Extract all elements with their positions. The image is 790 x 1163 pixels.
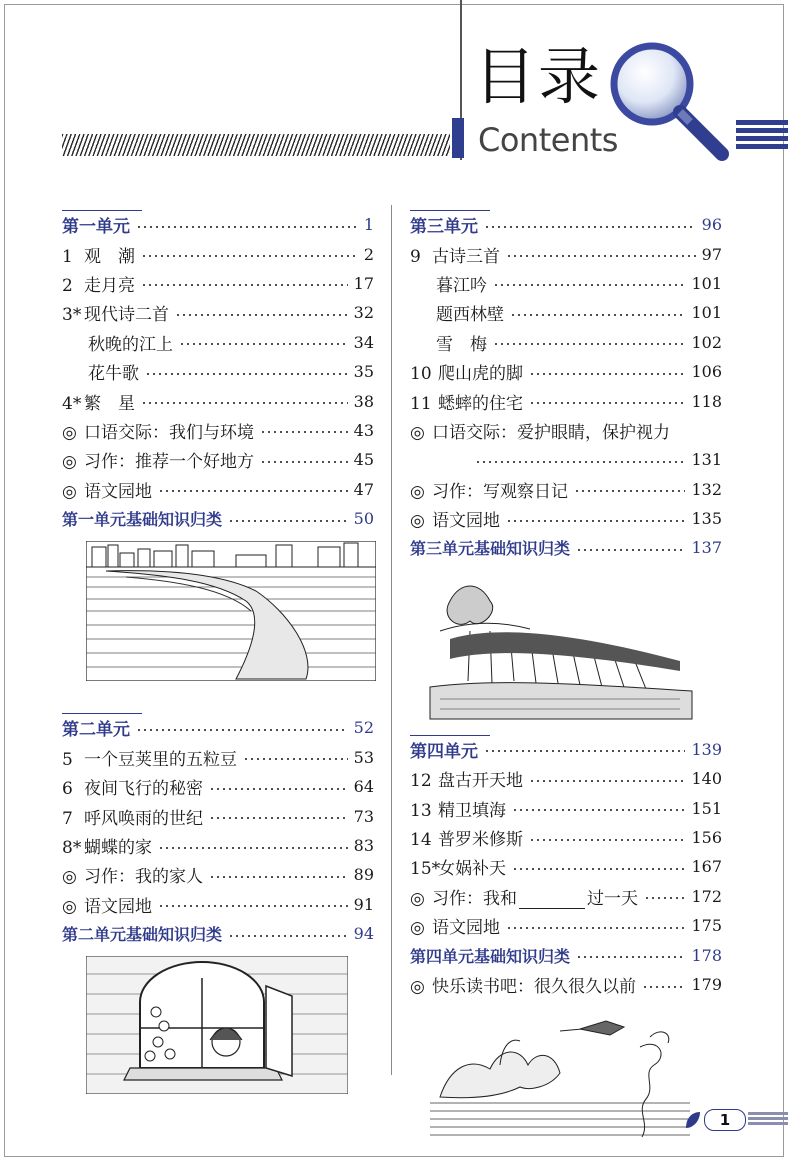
unit-label: 第一单元 xyxy=(62,212,130,237)
page-number: 83 xyxy=(353,836,374,856)
dot-leader xyxy=(493,343,685,345)
entry-title: 雪 梅 xyxy=(436,334,487,355)
entry-number: 14 xyxy=(410,830,432,851)
dot-leader xyxy=(529,780,685,782)
dot-leader xyxy=(574,490,685,492)
page-number: 2 xyxy=(363,244,374,264)
entry-title: 繁 星 xyxy=(84,393,135,414)
summary-label: 第二单元基础知识归类 xyxy=(62,925,223,945)
entry-title: 古诗三首 xyxy=(432,246,500,267)
page-number: 73 xyxy=(353,806,374,826)
dot-leader xyxy=(158,490,348,492)
toc-entry[interactable] xyxy=(62,445,374,474)
dot-leader xyxy=(141,402,348,404)
page-number: 35 xyxy=(353,362,374,382)
entry-title: 口语交际：爱护眼睛，保护视力 xyxy=(432,422,670,443)
entry-title-suffix: 过一天 xyxy=(587,888,638,909)
unit-label: 第四单元 xyxy=(410,737,478,762)
column-divider xyxy=(391,205,392,1075)
page-number: 53 xyxy=(353,747,374,767)
dot-leader xyxy=(158,847,348,849)
entry-title: 题西林壁 xyxy=(436,305,504,326)
toc-entry[interactable] xyxy=(62,743,374,772)
entry-title: 秋晚的江上 xyxy=(88,334,173,355)
toc-unit-3[interactable] xyxy=(410,210,722,239)
tide-illustration xyxy=(86,541,376,681)
dot-leader xyxy=(644,897,685,899)
entry-title: 语文园地 xyxy=(84,896,152,917)
page-number: 97 xyxy=(701,244,722,264)
page-number: 45 xyxy=(353,450,374,470)
entry-title: 走月亮 xyxy=(84,275,135,296)
bullet-icon: ◎ xyxy=(410,888,425,909)
summary-label: 第一单元基础知识归类 xyxy=(62,510,223,530)
dot-leader xyxy=(529,373,685,375)
bullet-icon: ◎ xyxy=(410,918,425,939)
dot-leader xyxy=(243,758,348,760)
toc-entry[interactable] xyxy=(62,239,374,268)
bullet-icon: ◎ xyxy=(410,422,425,443)
page-number: 96 xyxy=(701,215,722,235)
entry-title: 语文园地 xyxy=(432,918,500,939)
dot-leader xyxy=(529,839,685,841)
toc-entry[interactable] xyxy=(62,298,374,327)
dot-leader xyxy=(506,255,696,257)
toc-unit-1[interactable] xyxy=(62,210,374,239)
toc-entry[interactable] xyxy=(62,772,374,801)
toc-entry[interactable] xyxy=(410,416,722,445)
page-number: 118 xyxy=(691,391,722,411)
entry-title: 爬山虎的脚 xyxy=(438,364,523,385)
page-title: 目录 xyxy=(474,40,603,113)
dot-leader xyxy=(158,905,348,907)
page-number: 1 xyxy=(363,215,374,235)
dot-leader xyxy=(175,314,348,316)
toc-entry[interactable] xyxy=(410,504,722,533)
dot-leader xyxy=(510,314,685,316)
dot-leader xyxy=(145,373,348,375)
entry-title: 精卫填海 xyxy=(438,800,506,821)
entry-number: 4* xyxy=(62,393,82,414)
toc-entry[interactable] xyxy=(410,823,722,852)
dot-leader xyxy=(228,935,348,937)
entry-title: 习作：我和 xyxy=(432,888,517,909)
toc-entry[interactable] xyxy=(410,852,722,881)
entry-number: 6 xyxy=(62,779,73,800)
dot-leader xyxy=(484,226,696,228)
entry-number: 10 xyxy=(410,364,432,385)
toc-unit-2-summary[interactable] xyxy=(62,919,374,948)
entry-number: 8* xyxy=(62,838,82,859)
entry-title: 习作：我的家人 xyxy=(84,867,203,888)
page-number: 132 xyxy=(691,479,722,499)
entry-title: 夜间飞行的秘密 xyxy=(84,779,203,800)
toc-entry[interactable] xyxy=(410,357,722,386)
page-number: 167 xyxy=(691,857,722,877)
reeds-illustration xyxy=(410,571,700,721)
toc-unit-3-summary[interactable] xyxy=(410,533,722,562)
page-number: 43 xyxy=(353,420,374,440)
page-number: 34 xyxy=(353,332,374,352)
bullet-icon: ◎ xyxy=(62,452,77,473)
dot-leader xyxy=(141,284,348,286)
page-number: 89 xyxy=(353,865,374,885)
entry-title: 快乐读书吧：很久很久以前 xyxy=(432,977,636,997)
page-number: 17 xyxy=(353,273,374,293)
dot-leader xyxy=(209,817,348,819)
entry-title: 呼风唤雨的世纪 xyxy=(84,808,203,829)
dot-leader xyxy=(209,788,348,790)
dot-leader xyxy=(136,226,358,228)
header-stripes xyxy=(62,134,450,156)
toc-entry[interactable] xyxy=(410,970,722,999)
entry-title: 盘古开天地 xyxy=(438,771,523,792)
entry-number: 3* xyxy=(62,305,82,326)
entry-number: 2 xyxy=(62,275,73,296)
toc-right-column xyxy=(410,210,722,1161)
entry-title: 语文园地 xyxy=(84,481,152,502)
entry-number: 5 xyxy=(62,749,73,770)
toc-entry[interactable] xyxy=(62,475,374,504)
entry-number: 12 xyxy=(410,771,432,792)
dot-leader xyxy=(493,284,685,286)
bullet-icon: ◎ xyxy=(62,867,77,888)
entry-title: 现代诗二首 xyxy=(84,305,169,326)
entry-title: 习作：写观察日记 xyxy=(432,481,568,502)
toc-entry-continued[interactable] xyxy=(410,445,722,474)
bullet-icon: ◎ xyxy=(62,422,77,443)
fill-in-blank xyxy=(519,894,585,909)
window-illustration xyxy=(86,956,348,1094)
toc-subentry[interactable] xyxy=(410,328,722,357)
page-number: 106 xyxy=(691,362,722,382)
page-number: 172 xyxy=(691,886,722,906)
dot-leader xyxy=(506,520,685,522)
page-number: 102 xyxy=(691,332,722,352)
dot-leader xyxy=(179,343,348,345)
page-number: 32 xyxy=(353,303,374,323)
toc-subentry[interactable] xyxy=(62,328,374,357)
dot-leader xyxy=(209,876,348,878)
toc-unit-4[interactable] xyxy=(410,735,722,764)
dot-leader xyxy=(484,750,685,752)
dot-leader xyxy=(642,986,685,988)
entry-number: 11 xyxy=(410,393,432,414)
toc-left-column xyxy=(62,210,374,1108)
dot-leader xyxy=(260,461,348,463)
page-number: 94 xyxy=(353,924,374,944)
toc-entry[interactable] xyxy=(62,386,374,415)
dot-leader xyxy=(529,402,685,404)
header-bars xyxy=(736,120,788,156)
entry-number: 7 xyxy=(62,808,73,829)
dot-leader xyxy=(512,868,685,870)
dot-leader xyxy=(260,431,348,433)
page-subtitle: Contents xyxy=(478,121,618,159)
toc-subentry[interactable] xyxy=(62,357,374,386)
toc-entry[interactable] xyxy=(410,882,722,911)
page-number: 101 xyxy=(691,273,722,293)
toc-entry[interactable] xyxy=(410,793,722,822)
page-number: 139 xyxy=(691,739,722,759)
unit-label: 第二单元 xyxy=(62,715,130,740)
unit-label: 第三单元 xyxy=(410,212,478,237)
bullet-icon: ◎ xyxy=(62,481,77,502)
entry-title: 观 潮 xyxy=(84,246,135,267)
entry-title: 花牛歌 xyxy=(88,364,139,385)
page-number: 52 xyxy=(353,718,374,738)
toc-entry[interactable] xyxy=(62,801,374,830)
entry-title: 习作：推荐一个好地方 xyxy=(84,452,254,473)
dot-leader xyxy=(506,927,685,929)
summary-label: 第四单元基础知识归类 xyxy=(410,946,571,966)
page-number: 178 xyxy=(691,945,722,965)
footer-bars xyxy=(748,1112,788,1127)
page-number: 47 xyxy=(353,479,374,499)
bullet-icon: ◎ xyxy=(62,896,77,917)
dot-leader xyxy=(475,461,685,463)
dot-leader xyxy=(512,809,685,811)
toc-entry[interactable] xyxy=(410,386,722,415)
toc-entry[interactable] xyxy=(410,911,722,940)
toc-entry[interactable] xyxy=(410,475,722,504)
bullet-icon: ◎ xyxy=(410,511,425,532)
entry-number: 1 xyxy=(62,246,73,267)
page-number: 175 xyxy=(691,916,722,936)
toc-entry[interactable] xyxy=(410,239,722,268)
toc-entry[interactable] xyxy=(62,831,374,860)
bullet-icon: ◎ xyxy=(410,977,425,997)
entry-number: 9 xyxy=(410,246,421,267)
dot-leader xyxy=(228,520,348,522)
entry-title: 蟋蟀的住宅 xyxy=(438,393,523,414)
page-number: 38 xyxy=(353,391,374,411)
toc-unit-2[interactable] xyxy=(62,713,374,742)
summary-label: 第三单元基础知识归类 xyxy=(410,539,571,559)
toc-entry[interactable] xyxy=(62,416,374,445)
dot-leader xyxy=(141,255,358,257)
entry-title: 口语交际：我们与环境 xyxy=(84,422,254,443)
entry-title: 一个豆荚里的五粒豆 xyxy=(84,749,237,770)
entry-number: 15* xyxy=(410,859,441,880)
magnifier-icon xyxy=(604,36,734,166)
page-footer xyxy=(682,1108,790,1132)
page-number: 140 xyxy=(691,769,722,789)
page-number: 179 xyxy=(691,975,722,994)
header-accent-block xyxy=(452,118,464,158)
bullet-icon: ◎ xyxy=(410,481,425,502)
page-number: 135 xyxy=(691,509,722,529)
entry-title: 普罗米修斯 xyxy=(438,830,523,851)
page-number: 131 xyxy=(691,450,722,470)
page-number: 64 xyxy=(353,777,374,797)
entry-title: 暮江吟 xyxy=(436,275,487,296)
toc-unit-4-summary[interactable] xyxy=(410,940,722,969)
page-number: 137 xyxy=(691,538,722,558)
dot-leader xyxy=(136,729,348,731)
toc-subentry[interactable] xyxy=(410,298,722,327)
entry-title: 语文园地 xyxy=(432,511,500,532)
dot-leader xyxy=(576,956,685,958)
toc-unit-1-summary[interactable] xyxy=(62,504,374,533)
entry-title: 女娲补天 xyxy=(438,859,506,880)
page-number-badge: 1 xyxy=(704,1109,746,1131)
toc-entry[interactable] xyxy=(62,890,374,919)
leaf-icon xyxy=(684,1110,702,1130)
entry-number: 13 xyxy=(410,800,432,821)
entry-title: 蝴蝶的家 xyxy=(84,838,152,859)
toc-entry[interactable] xyxy=(410,764,722,793)
page-number: 101 xyxy=(691,303,722,323)
page-number: 156 xyxy=(691,828,722,848)
toc-entry[interactable] xyxy=(62,860,374,889)
waves-illustration xyxy=(410,1007,700,1147)
page-number: 151 xyxy=(691,798,722,818)
dot-leader xyxy=(576,549,685,551)
page-number: 50 xyxy=(353,509,374,529)
toc-entry[interactable] xyxy=(62,269,374,298)
page-number: 91 xyxy=(353,894,374,914)
toc-subentry[interactable] xyxy=(410,269,722,298)
